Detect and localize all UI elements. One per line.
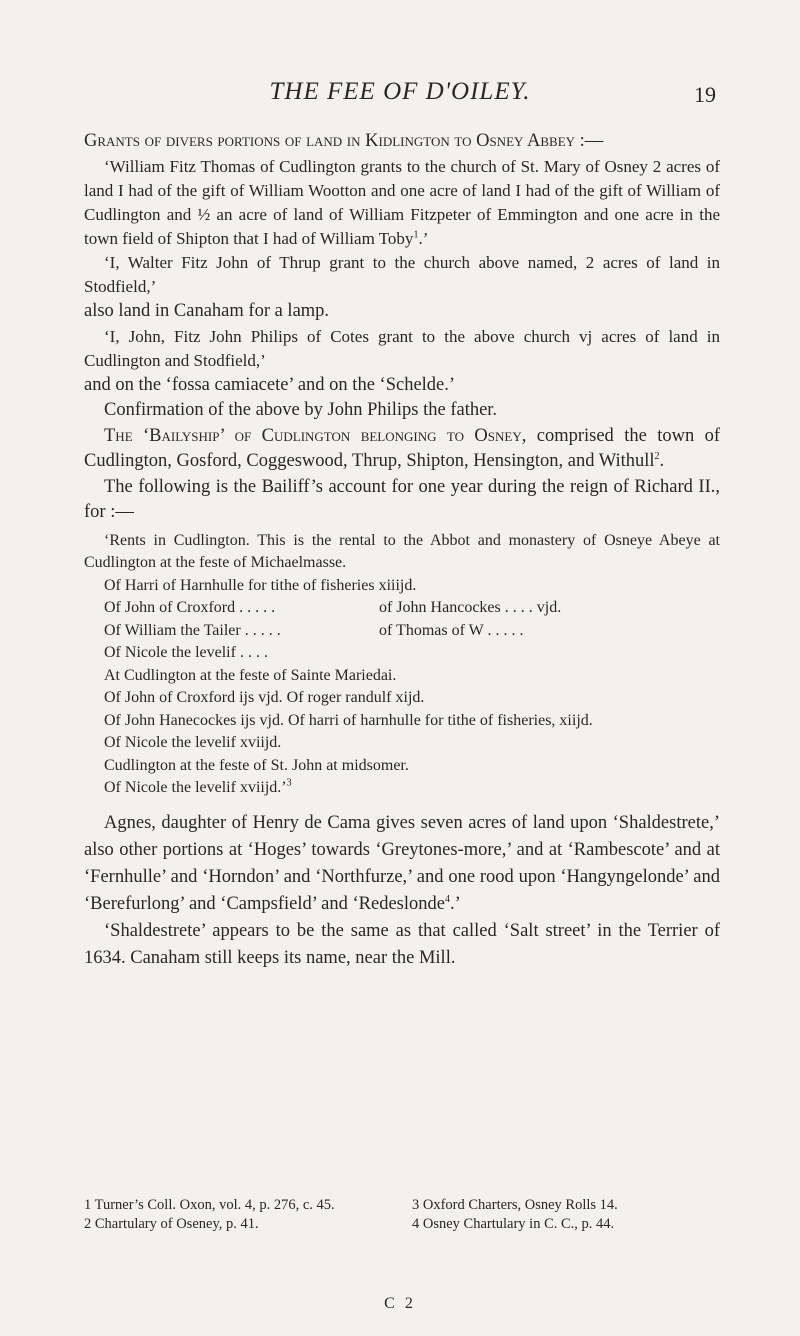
paragraph: Agnes, daughter of Henry de Cama gives seven acres of land upon ‘Shaldestrete,’ also other portions at ‘Hoges’ towards ‘Greytones-more,’ and at ‘Rambescote’ and at ‘Fernhulle’ and ‘Horndon’ and ‘Northfurze,’ and one rood upon ‘Hangyngelonde’ and ‘Berefurlong’ and ‘Campsfield’ and ‘Redeslonde$^4$.’ xyxy=(84,812,720,914)
rental-intro: ‘Rents in Cudlington. This is the rental to the Abbot and monastery of Osneye Abeye at Cudlington at the feste of Michaelmasse. xyxy=(84,531,720,571)
rental-line: Of John Hanecockes ijs vjd. Of harri of harnhulle for tithe of fisheries, xiijd. xyxy=(104,711,593,729)
running-head: THE FEE OF D'OILEY. xyxy=(269,78,531,105)
paragraph: ‘I, Walter Fitz John of Thrup grant to the church above named, 2 acres of land in Stodfield,’ xyxy=(84,253,720,296)
rental-row: Of William the Tailer . . . . . of Thomas of W . . . . . xyxy=(104,621,524,639)
signature-mark: C 2 xyxy=(384,1295,416,1312)
rental-line: Of John of Croxford ijs vjd. Of roger randulf xijd. xyxy=(104,689,425,706)
paragraph: ‘I, John, Fitz John Philips of Cotes grant to the above church vj acres of land in Cudlington and Stodfield,’ xyxy=(84,326,720,370)
footnote: 4 Osney Chartulary in C. C., p. 44. xyxy=(412,1216,615,1232)
page-header xyxy=(0,78,800,118)
rental-line: Of Nicole the levelif xviijd.’$^3$ xyxy=(104,777,292,796)
paragraph: also land in Canaham for a lamp. xyxy=(84,301,330,321)
rental-line: At Cudlington at the feste of Sainte Mariedai. xyxy=(104,666,397,684)
main-text xyxy=(84,128,720,972)
paragraph: The ‘Bailyship’ of Cudlington belonging to Osney, comprised the town of Cudlington, Gosford, Coggeswood, Thrup, Shipton, Hensington, and Withull$^2$. xyxy=(84,425,721,471)
rental-row: Of John of Croxford . . . . . of John Hancockes . . . . vjd. xyxy=(104,599,562,616)
paragraph: The following is the Bailiff’s account for one year during the reign of Richard II., for :— xyxy=(84,476,720,522)
footnote: 3 Oxford Charters, Osney Rolls 14. xyxy=(412,1197,618,1213)
rental-quote xyxy=(84,530,720,800)
footnote: 1 Turner’s Coll. Oxon, vol. 4, p. 276, c. 45. xyxy=(84,1197,335,1213)
rental-line: Of Nicole the levelif xviijd. xyxy=(104,734,282,751)
footnote-ref: 3 xyxy=(286,777,292,789)
page-number: 19 xyxy=(694,82,716,107)
paragraph: ‘Shaldestrete’ appears to be the same as that called ‘Salt street’ in the Terrier of 1634. Canaham still keeps its name, near the Mill. xyxy=(84,920,720,968)
paragraph: and on the ‘fossa camiacete’ and on the ‘Schelde.’ xyxy=(84,374,456,395)
footnote-ref: 4 xyxy=(444,893,450,905)
footnotes-left xyxy=(84,1196,384,1234)
footnotes-right xyxy=(412,1196,722,1234)
footnote-ref: 2 xyxy=(654,450,660,462)
paragraph: ‘William Fitz Thomas of Cudlington grants to the church of St. Mary of Osney 2 acres of land I had of the gift of William Wootton and one acre of land I had of the gift of William of Cudlington and ½ an acre of land of William Fitzpeter of Emmington and one acre in the town field of Shipton that I had of William Toby$^1$.’ xyxy=(84,157,720,248)
footnote-ref: 1 xyxy=(413,229,419,241)
footnote: 2 Chartulary of Oseney, p. 41. xyxy=(84,1216,259,1232)
rental-line: Cudlington at the feste of St. John at midsomer. xyxy=(104,756,409,774)
rental-line: Of Nicole the levelif . . . . xyxy=(104,644,268,661)
paragraph: Confirmation of the above by John Philips the father. xyxy=(104,400,498,420)
section-heading: Grants of divers portions of land in Kidlington to Osney Abbey :— xyxy=(84,131,604,151)
rental-line: Of Harri of Harnhulle for tithe of fisheries xiiijd. xyxy=(104,576,417,594)
